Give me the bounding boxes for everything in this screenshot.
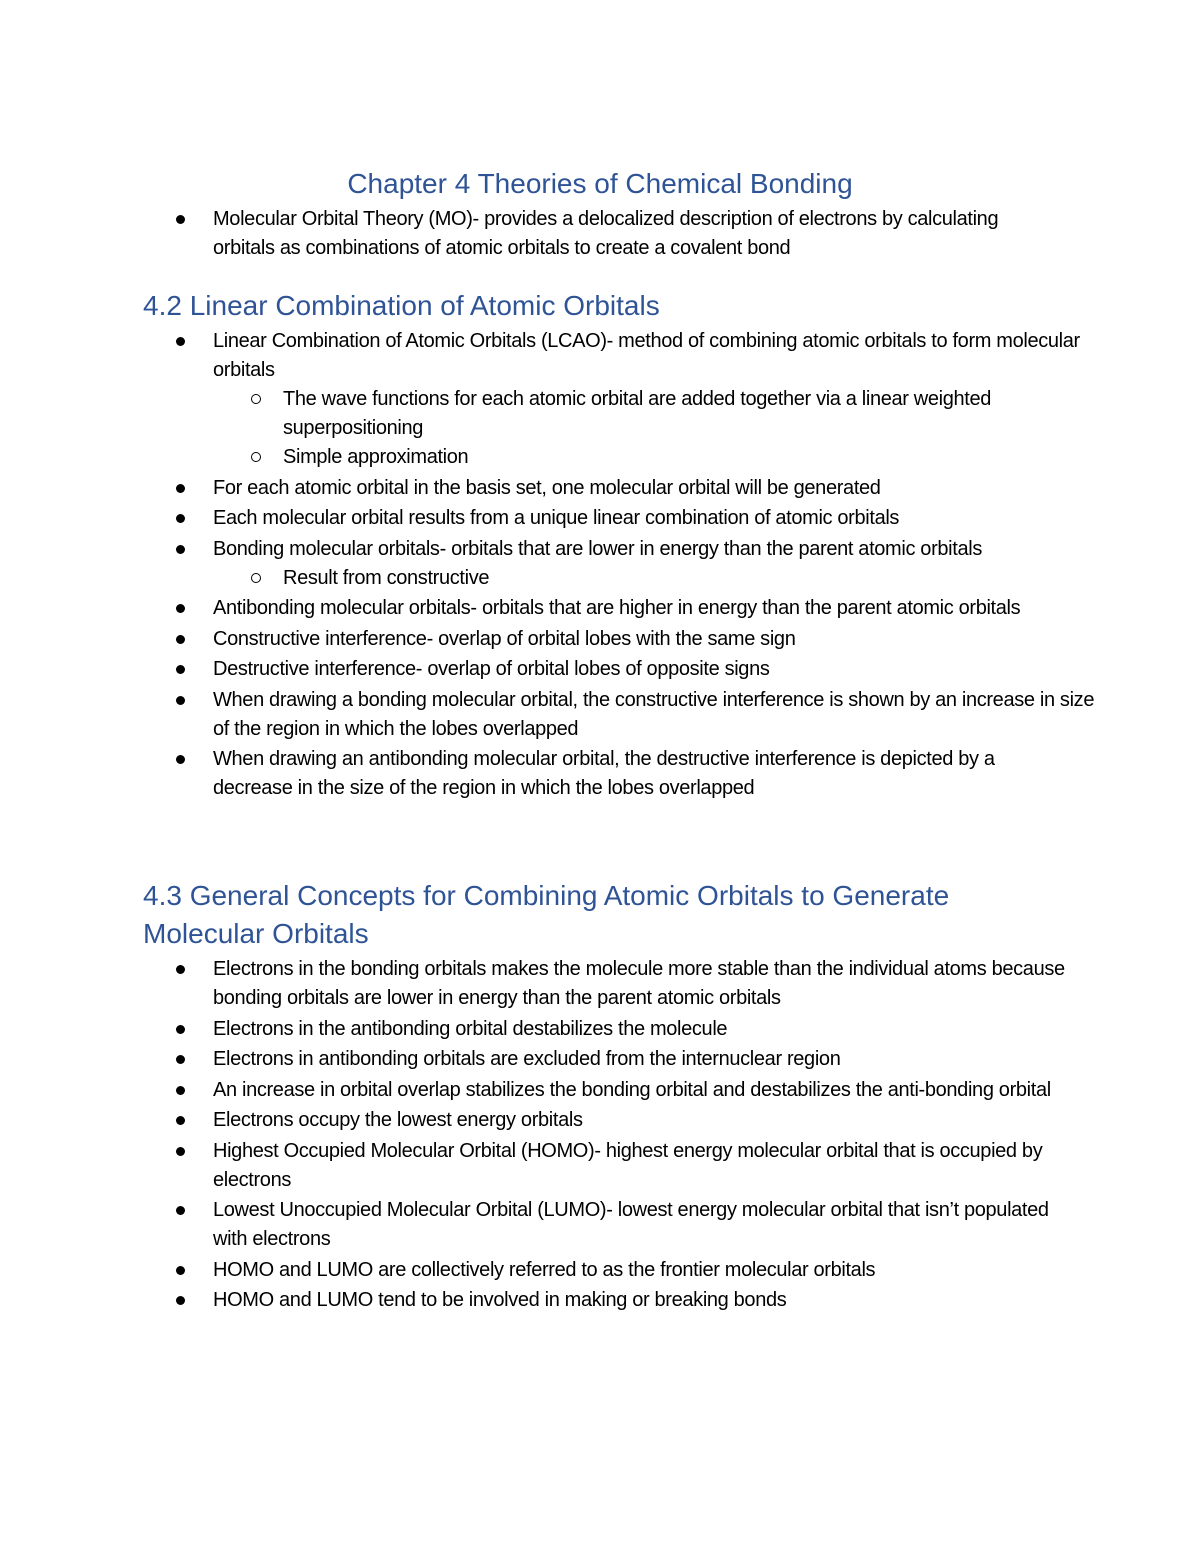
section-4-3-list <box>0 955 1100 1317</box>
section-heading-4-2: 4.2 Linear Combination of Atomic Orbitals <box>143 290 660 321</box>
list-item-text: HOMO and LUMO are collectively referred to as the frontier molecular orbitals <box>213 1258 876 1281</box>
list-item-text: Electrons in the antibonding orbital destabilizes the molecule <box>213 1017 728 1040</box>
bullet-icon <box>176 1025 185 1034</box>
list-item-text: Constructive interference- overlap of orbital lobes with the same sign <box>213 627 796 650</box>
list-item <box>0 1076 1073 1105</box>
list-item <box>0 1286 1100 1315</box>
bullet-icon <box>176 1266 185 1275</box>
circle-bullet-icon <box>251 394 261 404</box>
bullet-icon <box>176 1206 185 1215</box>
bullet-icon <box>176 1086 185 1095</box>
sub-list-item <box>213 564 1053 593</box>
list-item <box>0 655 1100 684</box>
bullet-icon <box>176 1116 185 1125</box>
list-item <box>0 625 1100 654</box>
sub-list-item-text: Simple approximation <box>283 446 469 468</box>
list-item <box>0 594 1033 623</box>
list-item-text: When drawing a bonding molecular orbital, the constructive interference is shown by an increase in size of the region in which the lobes overlapped <box>213 688 1095 740</box>
list-item <box>0 1015 1100 1044</box>
bullet-icon <box>176 635 185 644</box>
list-item <box>0 504 1100 533</box>
sub-list <box>213 385 1083 472</box>
list-item-text: Highest Occupied Molecular Orbital (HOMO)- highest energy molecular orbital that is occupied by electrons <box>213 1139 1043 1191</box>
sub-list-item <box>213 443 1083 472</box>
list-item-text: Each molecular orbital results from a unique linear combination of atomic orbitals <box>213 507 900 529</box>
section-heading-4-3: 4.3 General Concepts for Combining Atomic Orbitals to Generate Molecular Orbitals <box>143 880 950 949</box>
sub-list-item <box>213 385 1013 443</box>
list-item <box>0 745 1023 803</box>
bullet-icon <box>176 545 185 554</box>
list-item <box>0 205 1033 263</box>
bullet-icon <box>176 215 185 224</box>
list-item <box>0 1045 1100 1074</box>
sub-list-item-text: The wave functions for each atomic orbital are added together via a linear weighted superpositioning <box>283 388 992 439</box>
sub-list-item-text: Result from constructive <box>283 566 490 589</box>
list-item <box>0 327 1083 472</box>
list-item <box>0 1106 1100 1135</box>
list-item-text: Lowest Unoccupied Molecular Orbital (LUMO)- lowest energy molecular orbital that isn’t populated with electrons <box>213 1199 1049 1250</box>
list-item-text: Electrons in antibonding orbitals are excluded from the internuclear region <box>213 1048 841 1070</box>
sub-list <box>213 564 1053 593</box>
list-item-text: For each atomic orbital in the basis set, one molecular orbital will be generated <box>213 476 881 499</box>
bullet-icon <box>176 1296 185 1305</box>
section-4-2-list <box>0 327 1100 805</box>
bullet-icon <box>176 755 185 764</box>
list-item <box>0 1137 1073 1195</box>
bullet-icon <box>176 965 185 974</box>
list-item <box>0 1196 1063 1254</box>
list-item-text: Electrons in the bonding orbitals makes the molecule more stable than the individual atoms because bonding orbitals are lower in energy than the parent atomic orbitals <box>213 958 1065 1009</box>
list-item <box>0 686 1103 744</box>
list-item <box>0 474 1100 503</box>
bullet-icon <box>176 696 185 705</box>
bullet-icon <box>176 665 185 674</box>
circle-bullet-icon <box>251 452 261 462</box>
bullet-icon <box>176 514 185 523</box>
list-item-text: Antibonding molecular orbitals- orbitals that are higher in energy than the parent atomic orbitals <box>213 597 1021 619</box>
bullet-icon <box>176 484 185 493</box>
list-item-text: Destructive interference- overlap of orbital lobes of opposite signs <box>213 658 770 680</box>
chapter-title: Chapter 4 Theories of Chemical Bonding <box>347 168 853 199</box>
list-item <box>0 535 1053 593</box>
list-item-text: Molecular Orbital Theory (MO)- provides a delocalized description of electrons by calculating orbitals as combinations of atomic orbitals to create a covalent bond <box>213 208 999 259</box>
bullet-icon <box>176 1147 185 1156</box>
list-item <box>0 955 1073 1013</box>
list-item-text: Bonding molecular orbitals- orbitals that are lower in energy than the parent atomic orbitals <box>213 537 982 560</box>
list-item <box>0 1256 1100 1285</box>
circle-bullet-icon <box>251 573 261 583</box>
list-item-text: An increase in orbital overlap stabilizes the bonding orbital and destabilizes the anti-bonding orbital <box>213 1078 1051 1101</box>
list-item-text: Electrons occupy the lowest energy orbitals <box>213 1109 583 1131</box>
intro-list <box>0 205 1100 265</box>
bullet-icon <box>176 337 185 346</box>
list-item-text: HOMO and LUMO tend to be involved in making or breaking bonds <box>213 1289 787 1311</box>
bullet-icon <box>176 1055 185 1064</box>
list-item-text: Linear Combination of Atomic Orbitals (LCAO)- method of combining atomic orbitals to form molecular orbitals <box>213 330 1080 381</box>
bullet-icon <box>176 604 185 613</box>
list-item-text: When drawing an antibonding molecular orbital, the destructive interference is depicted by a decrease in the size of the region in which the lobes overlapped <box>213 748 995 799</box>
